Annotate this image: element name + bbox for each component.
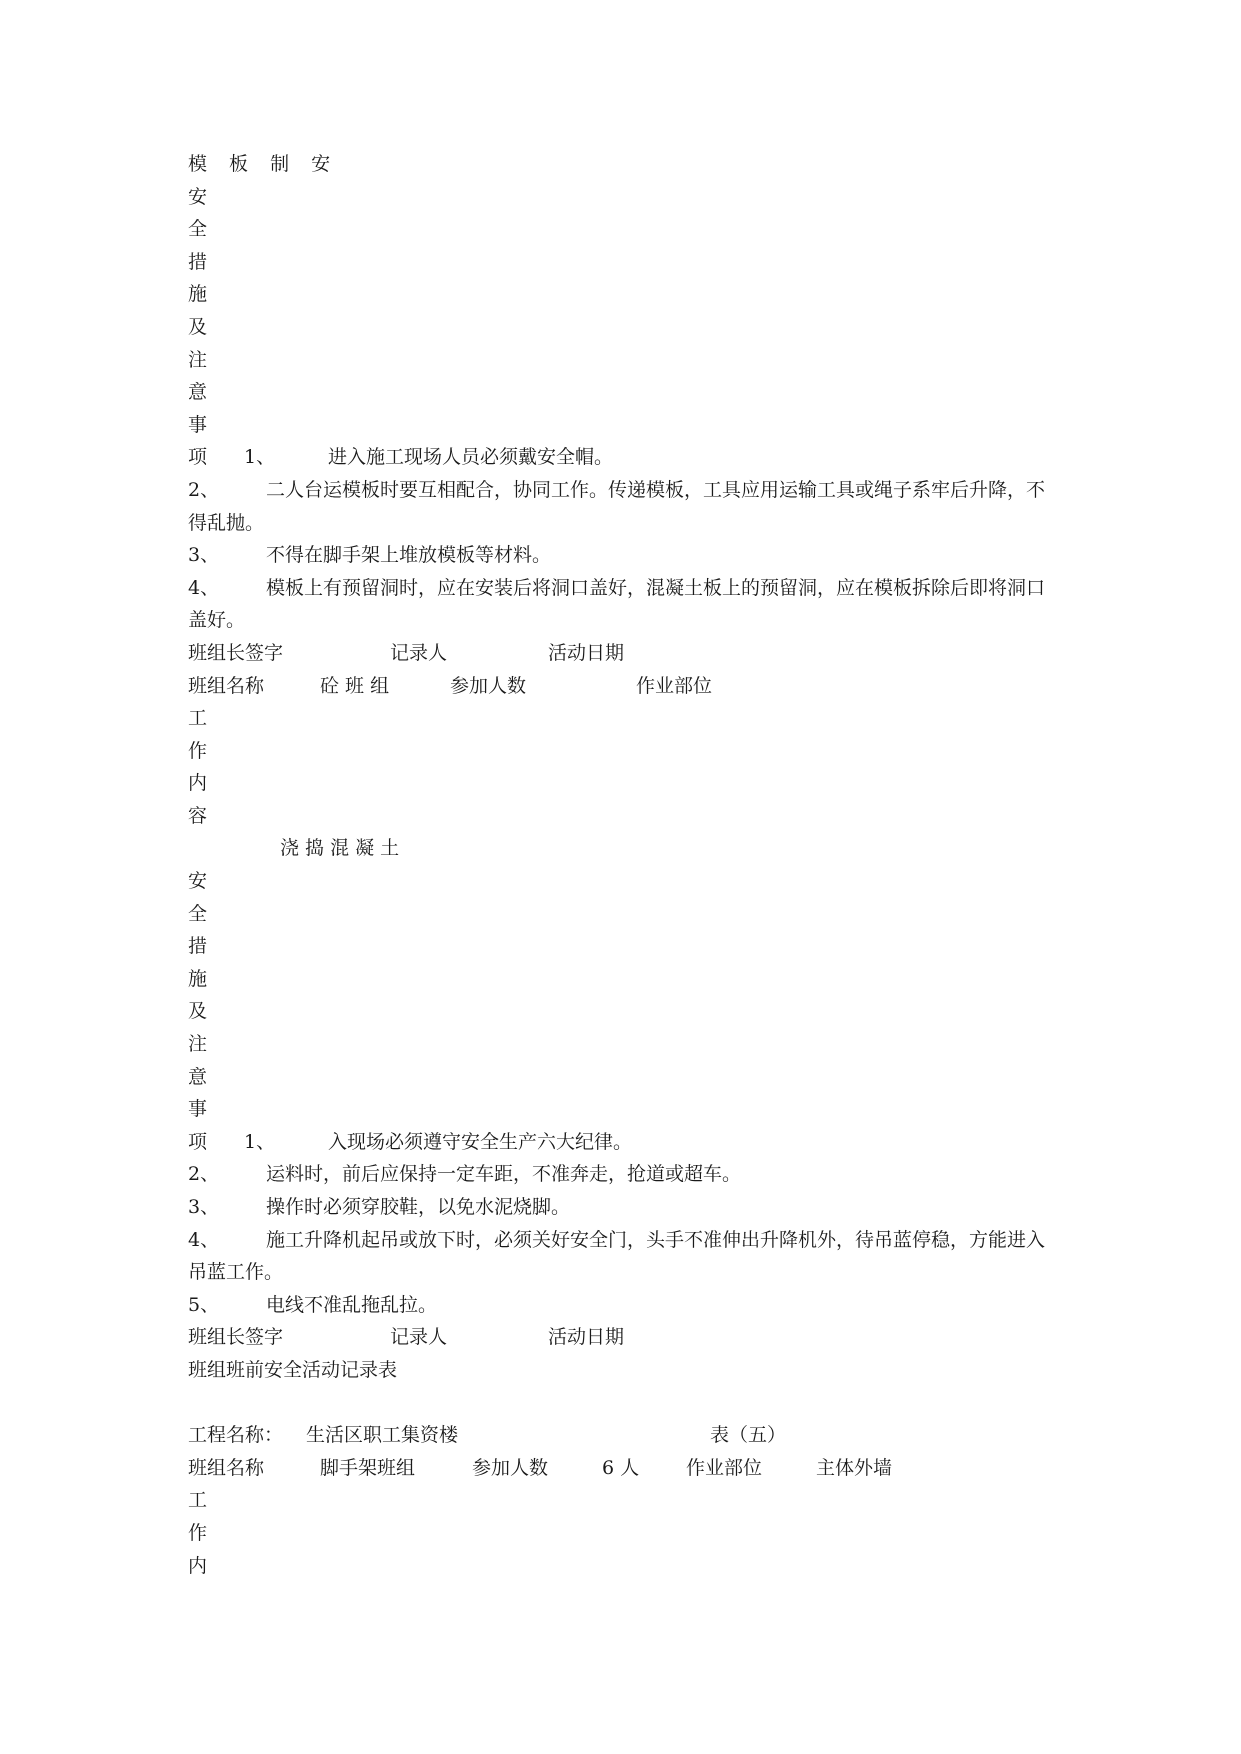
signature-row xyxy=(188,637,1058,670)
item-number: 1、 xyxy=(244,1130,276,1153)
work-area-label: 作业部位 xyxy=(686,1456,763,1479)
vertical-label-char: 注 xyxy=(188,1033,208,1056)
participant-count-label: 参加人数 xyxy=(450,674,527,697)
group-info-row xyxy=(188,1452,1058,1485)
recorder-label: 记录人 xyxy=(390,641,448,664)
vertical-label-char: 全 xyxy=(188,902,208,925)
item-number: 3、 xyxy=(188,544,220,567)
safety-item xyxy=(188,539,1058,572)
item-text: 施工升降机起吊或放下时，必须关好安全门，头手不准伸出升降机外，待吊蓝停稳，方能进入吊蓝工作。 xyxy=(188,1228,1046,1284)
work-label-char: 内 xyxy=(188,772,208,795)
item-text: 二人台运模板时要互相配合，协同工作。传递模板，工具应用运输工具或绳子系牢后升降，不得乱抛。 xyxy=(188,478,1046,534)
work-label-char: 容 xyxy=(188,804,208,827)
vertical-label-char: 意 xyxy=(188,1065,208,1088)
item-number: 4、 xyxy=(188,576,220,599)
group-info-row xyxy=(188,670,1058,703)
work-area-label: 作业部位 xyxy=(636,674,713,697)
item-text: 入现场必须遵守安全生产六大纪律。 xyxy=(328,1130,633,1153)
work-content: 浇 捣 混 凝 土 xyxy=(280,837,400,860)
project-name-value: 生活区职工集资楼 xyxy=(306,1424,459,1447)
activity-date-label: 活动日期 xyxy=(548,641,625,664)
item-number: 2、 xyxy=(188,1163,220,1186)
recorder-label: 记录人 xyxy=(390,1326,448,1349)
vertical-label-char: 施 xyxy=(188,967,208,990)
work-label-char: 工 xyxy=(188,1489,208,1512)
project-row xyxy=(188,1419,1058,1452)
work-label-char: 作 xyxy=(188,739,208,762)
header-title: 模 板 制 安 xyxy=(188,153,339,175)
group-name-label: 班组名称 xyxy=(188,674,265,697)
vertical-label-char: 施 xyxy=(188,283,208,306)
group-name-value: 砼 班 组 xyxy=(320,674,390,697)
item-text: 运料时，前后应保持一定车距，不准奔走，抢道或超车。 xyxy=(266,1163,742,1186)
safety-item xyxy=(188,1224,1058,1289)
item-number: 5、 xyxy=(188,1293,220,1316)
project-name-label: 工程名称： xyxy=(188,1424,284,1447)
work-label-char: 作 xyxy=(188,1521,208,1544)
group-name-label: 班组名称 xyxy=(188,1456,265,1479)
work-label-char: 内 xyxy=(188,1554,208,1577)
vertical-label-char: 及 xyxy=(188,315,208,338)
item-text: 电线不准乱拖乱拉。 xyxy=(266,1293,438,1316)
safety-item xyxy=(188,1289,1058,1322)
leader-signature-label: 班组长签字 xyxy=(188,1326,284,1349)
document-content xyxy=(188,148,1058,1582)
item-number: 4、 xyxy=(188,1228,220,1251)
section-header xyxy=(188,148,1058,181)
safety-item xyxy=(188,1126,1058,1159)
item-text: 不得在脚手架上堆放模板等材料。 xyxy=(266,544,552,567)
item-text: 模板上有预留洞时，应在安装后将洞口盖好，混凝土板上的预留洞，应在模板拆除后即将洞口盖好。 xyxy=(188,576,1046,632)
activity-date-label: 活动日期 xyxy=(548,1326,625,1349)
vertical-label-char: 措 xyxy=(188,250,208,273)
vertical-label-char: 安 xyxy=(188,870,208,893)
leader-signature-label: 班组长签字 xyxy=(188,641,284,664)
safety-item xyxy=(188,1158,1058,1191)
vertical-label-char: 及 xyxy=(188,1000,208,1023)
vertical-label-char: 全 xyxy=(188,218,208,241)
safety-item xyxy=(188,441,1058,474)
vertical-label-char: 措 xyxy=(188,935,208,958)
item-number: 3、 xyxy=(188,1196,220,1218)
safety-item xyxy=(188,1191,1058,1224)
item-number: 1、 xyxy=(244,446,276,469)
vertical-label-char: 安 xyxy=(188,185,208,208)
item-text: 操作时必须穿胶鞋，以免水泥烧脚。 xyxy=(266,1196,571,1218)
vertical-label-char: 事 xyxy=(188,413,208,436)
form-title: 班组班前安全活动记录表 xyxy=(188,1358,398,1381)
participant-count-label: 参加人数 xyxy=(472,1456,549,1479)
vertical-label-char: 项 xyxy=(188,1130,208,1153)
vertical-label-char: 注 xyxy=(188,348,208,371)
vertical-label-char: 事 xyxy=(188,1098,208,1121)
vertical-label-char: 意 xyxy=(188,381,208,404)
spacer xyxy=(188,1387,1058,1420)
vertical-label-char: 项 xyxy=(188,446,208,469)
work-label-char: 工 xyxy=(188,707,208,730)
participant-count-value: 6 人 xyxy=(602,1456,640,1479)
safety-item xyxy=(188,474,1058,539)
work-content-row xyxy=(188,832,1058,865)
item-text: 进入施工现场人员必须戴安全帽。 xyxy=(328,446,614,469)
safety-item xyxy=(188,572,1058,637)
work-area-value: 主体外墙 xyxy=(816,1456,893,1479)
table-number: 表（五） xyxy=(710,1424,787,1447)
item-number: 2、 xyxy=(188,478,220,501)
group-name-value: 脚手架班组 xyxy=(320,1456,416,1479)
signature-row xyxy=(188,1321,1058,1354)
